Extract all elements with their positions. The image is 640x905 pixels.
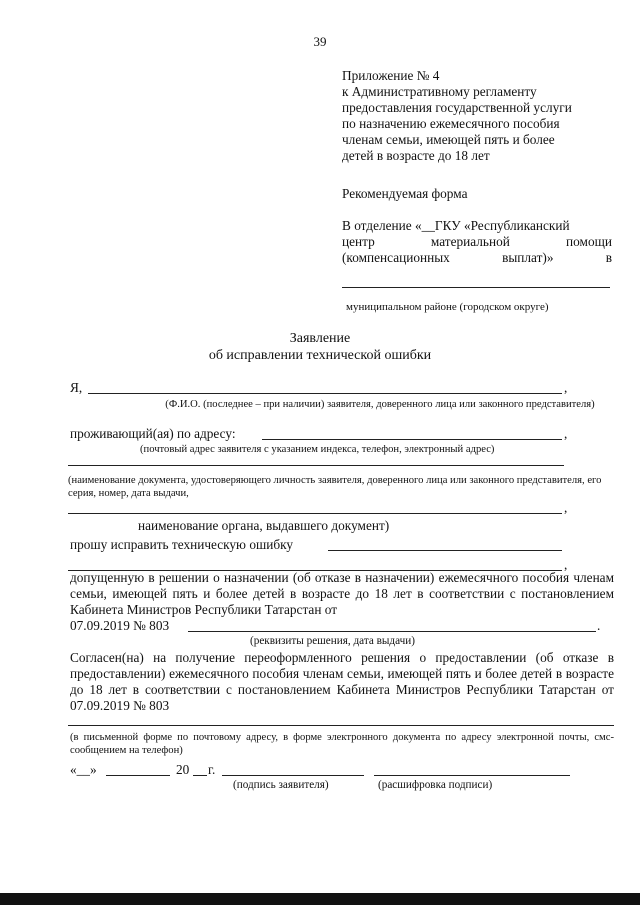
date-day: «__» [70,762,97,777]
appendix-line: к Административному регламенту [342,84,537,99]
decision-text: допущенную в решении о назначении (об отказе в назначении) ежемесячного пособия членам семьи, имеющей пять и более детей в возрасте до 18 лет в соответствии с постановлением Кабинета Министров Республики Татарстан от [70,570,614,617]
appendix-header [342,68,612,164]
delivery-note: (в письменной форме по почтовому адресу, в форме электронного документа по адресу электронной почты, смс-сообщением на телефон) [70,732,614,756]
document-field[interactable] [68,513,562,514]
fio-note: (Ф.И.О. (последнее – при наличии) заявителя, доверенного лица или законного представителя) [165,399,595,410]
department-line: (компенсационных выплат)» в [342,250,612,265]
recommended-form-label: Рекомендуемая форма [342,186,468,201]
address-field[interactable] [262,439,562,440]
decision-date: 07.09.2019 № 803 [70,618,170,633]
appendix-line: предоставления государственной услуги [342,100,572,115]
date-month-field[interactable] [106,775,170,776]
appendix-line: Приложение № 4 [342,68,440,83]
signature-note: (подпись заявителя) [233,779,329,791]
district-note: муниципальном районе (городском округе) [346,301,549,313]
department-block [342,218,612,266]
signature-decode-field[interactable] [374,775,570,776]
document-title: Заявление [289,331,351,346]
department-line: В отделение «__ГКУ «Республиканский [342,218,570,233]
page-number: 39 [313,34,327,49]
fio-field[interactable] [88,393,562,394]
document-subtitle: об исправлении технической ошибки [208,348,432,363]
appendix-line: по назначению ежемесячного пособия [342,116,560,131]
comma: , [564,380,568,395]
date-year-suffix: г. [208,762,216,777]
consent-text: Согласен(на) на получение переоформленного решения о предоставлении (об отказе в предоставлении) ежемесячного пособия членам семьи, имеющей пять и более детей в возрасте до 18 лет в соответствии с постановлением Кабинета Министров Республики Татарстан от 07.09.2019 № 803 [70,650,614,713]
signature-field[interactable] [222,775,364,776]
date-year: 20 [176,762,190,777]
signature-decode-note: (расшифровка подписи) [378,779,493,791]
scan-edge [0,893,640,905]
comma: , [564,557,568,572]
comma: , [564,500,568,515]
address-note: (почтовый адрес заявителя с указанием индекса, телефон, электронный адрес) [140,444,495,455]
decision-details-field[interactable] [188,631,596,632]
department-line: центр материальной помощи [342,234,612,249]
applicant-label: Я, [70,380,83,395]
appendix-line: членам семьи, имеющей пять и более [342,132,555,147]
date-year-field[interactable] [193,775,207,776]
error-field[interactable] [328,550,562,551]
dot: . [597,618,601,633]
issuer-note: наименование органа, выдавшего документ) [138,518,390,533]
comma: , [564,426,568,441]
appendix-line: детей в возрасте до 18 лет [342,148,490,163]
document-note: (наименование документа, удостоверяющего личность заявителя, доверенного лица или законного представителя, его серия, номер, дата выдачи, [68,475,602,499]
request-label: прошу исправить техническую ошибку [70,537,294,552]
decision-note: (реквизиты решения, дата выдачи) [250,635,415,647]
delivery-field[interactable] [68,725,614,726]
district-field[interactable] [342,287,610,288]
address-label: проживающий(ая) по адресу: [70,426,236,441]
address-field-2[interactable] [68,465,564,466]
